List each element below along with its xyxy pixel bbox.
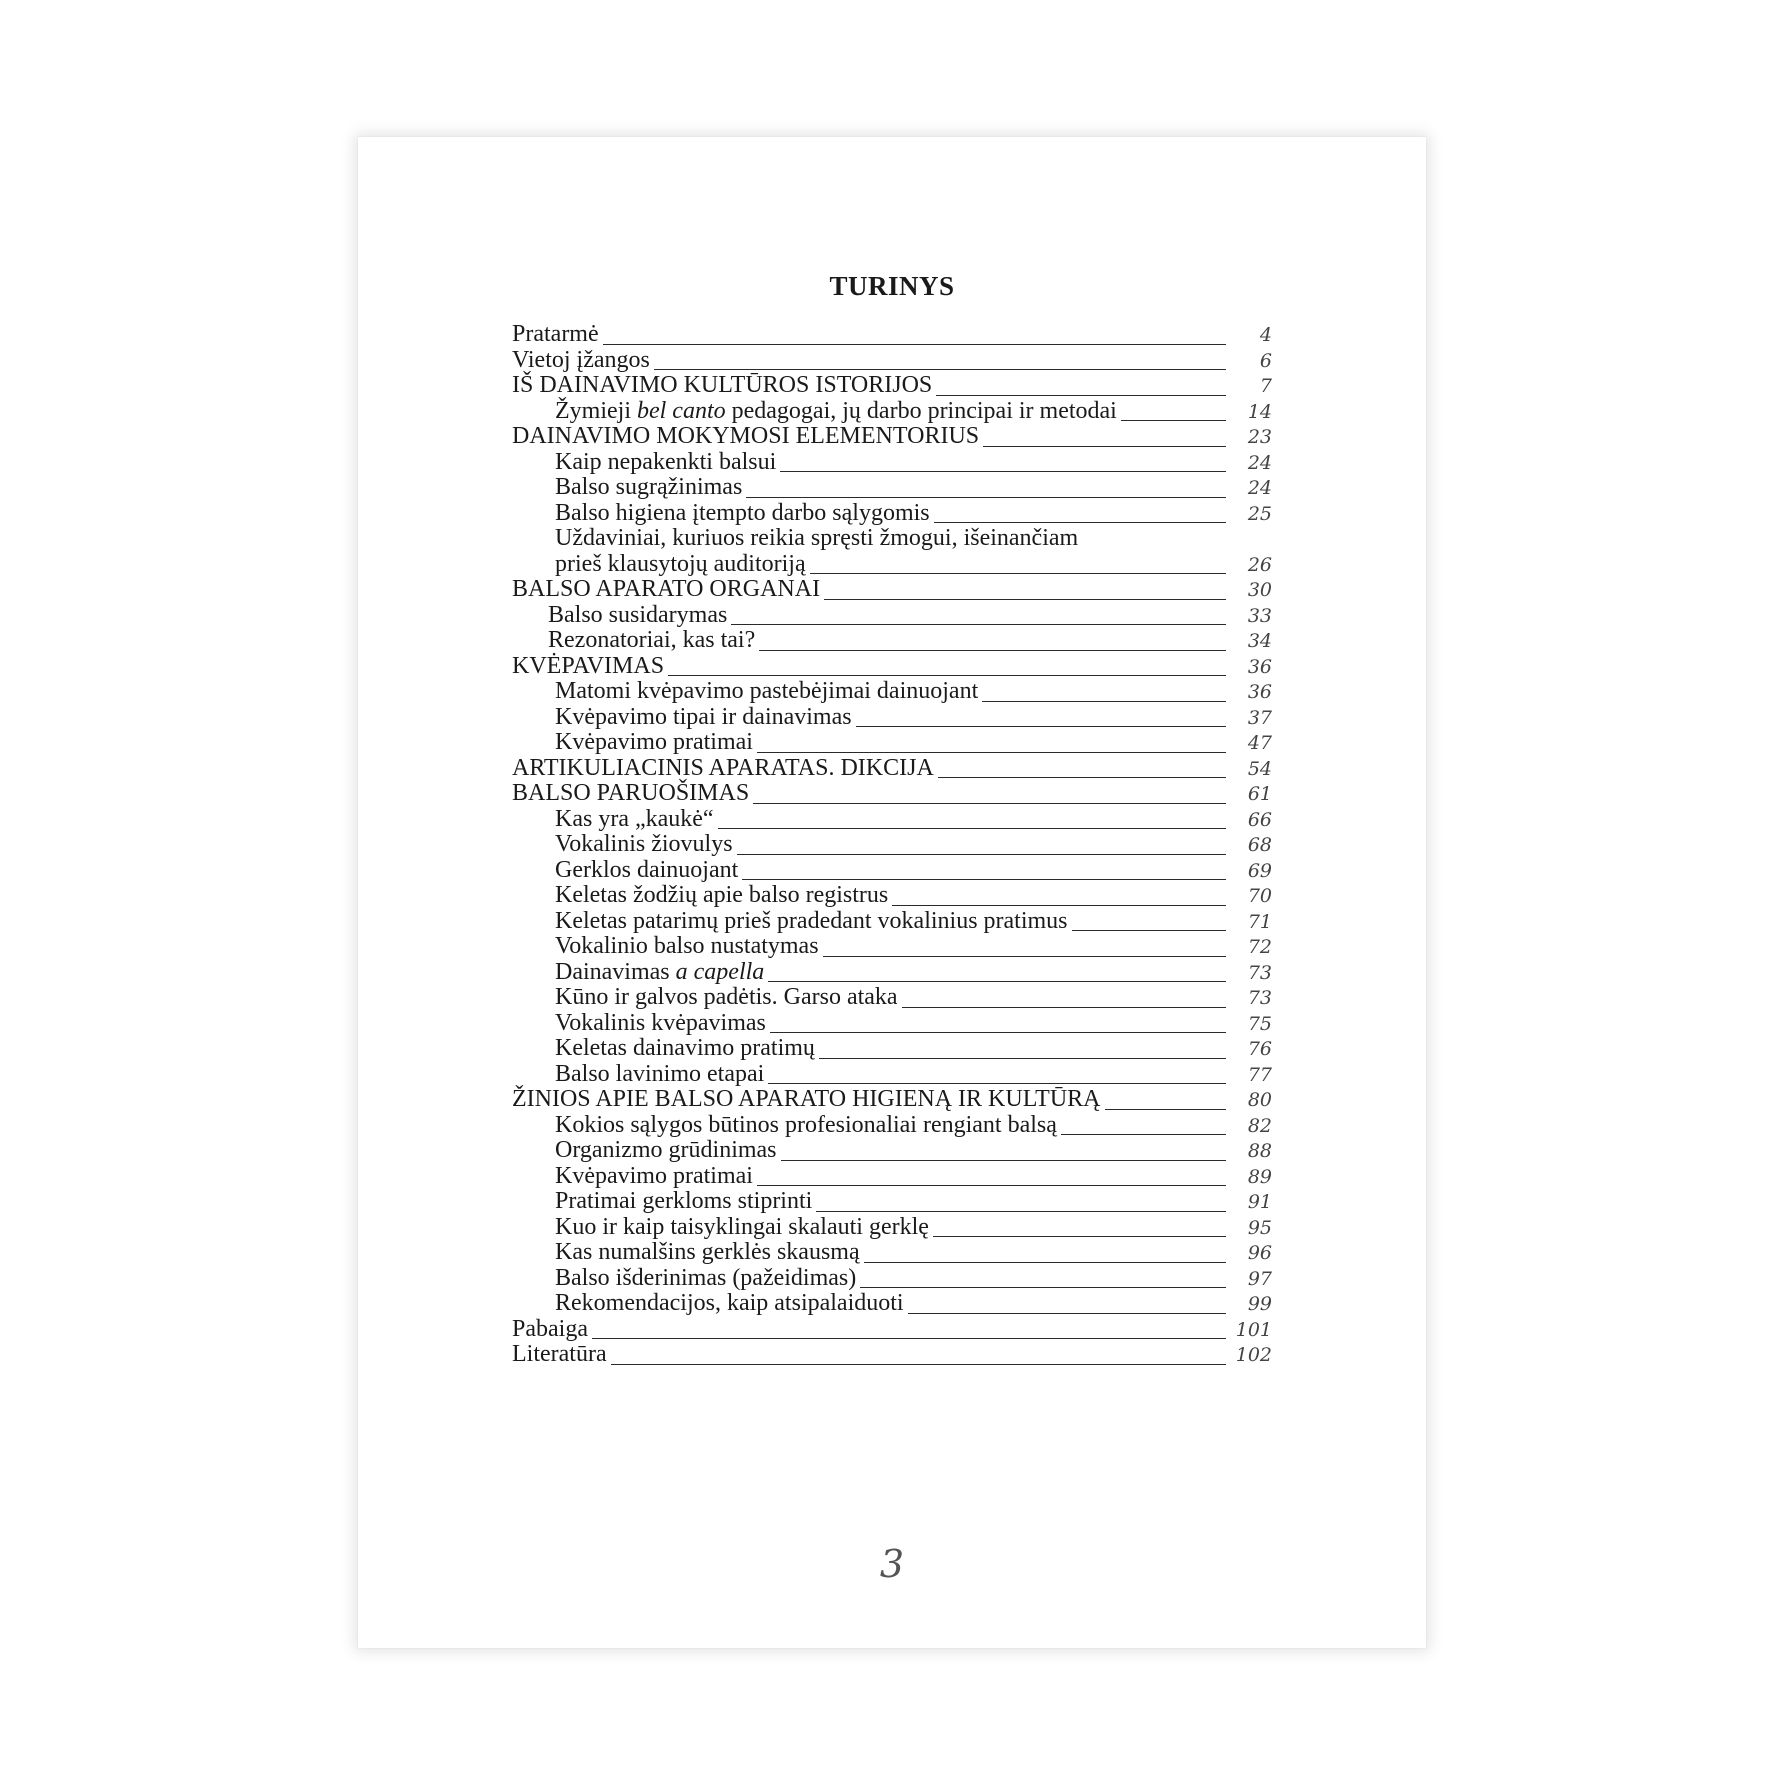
toc-entry-label: Rekomendacijos, kaip atsipalaiduoti — [555, 1290, 904, 1316]
toc-entry-page: 36 — [1247, 655, 1272, 678]
toc-entry-label: Pratarmė — [512, 321, 599, 347]
toc-entry-label: Keletas žodžių apie balso registrus — [555, 882, 889, 908]
toc-entry-page: 96 — [1247, 1242, 1272, 1264]
toc-entry-label: Kokios sąlygos būtinos profesionaliai rengiant balsą — [555, 1111, 1057, 1138]
toc-entry-page: 72 — [1247, 936, 1272, 958]
toc-entry-page: 80 — [1247, 1089, 1272, 1111]
toc-entry-page: 91 — [1247, 1191, 1272, 1213]
toc-entry-label: Uždaviniai, kuriuos reikia spręsti žmogui, išeinančiam — [555, 525, 1079, 551]
toc-entry-label: Keletas dainavimo pratimų — [555, 1035, 815, 1061]
toc-leader-line — [823, 956, 1226, 957]
toc-entry-label: ARTIKULIACINIS APARATAS. DIKCIJA — [512, 754, 934, 781]
toc-leader-line — [1105, 1109, 1227, 1110]
toc-entry — [512, 322, 1272, 348]
toc-entry-page: 66 — [1247, 808, 1272, 831]
toc-leader-line — [768, 981, 1226, 982]
toc-entry-label: Vietoj įžangos — [512, 346, 650, 373]
toc-entry-label: IŠ DAINAVIMO KULTŪROS ISTORIJOS — [512, 372, 933, 398]
toc-entry — [512, 526, 1272, 552]
toc-leader-line — [753, 803, 1226, 804]
toc-leader-line — [718, 828, 1226, 829]
toc-entry — [512, 348, 1272, 374]
toc-entry-label: Matomi kvėpavimo pastebėjimai dainuojant — [555, 678, 979, 704]
toc-title: TURINYS — [829, 271, 955, 301]
toc-entry-label: Vokalinis kvėpavimas — [555, 1009, 766, 1036]
toc-entry — [512, 960, 1272, 986]
toc-leader-line — [856, 726, 1226, 727]
toc-entry-label: BALSO APARATO ORGANAI — [512, 576, 821, 602]
toc-entry — [512, 756, 1272, 782]
toc-entry — [512, 603, 1272, 629]
toc-entry-page: 47 — [1247, 732, 1272, 754]
toc-entry — [512, 909, 1272, 935]
toc-entry-page: 75 — [1247, 1012, 1272, 1035]
toc-leader-line — [742, 879, 1226, 880]
toc-entry-page: 54 — [1247, 757, 1272, 780]
toc-entry-label: Keletas patarimų prieš pradedant vokalinius pratimus — [555, 907, 1068, 934]
toc-entry — [512, 628, 1272, 654]
toc-leader-line — [592, 1338, 1226, 1339]
toc-entry-page: 73 — [1247, 961, 1272, 984]
toc-entry-label: Vokalinio balso nustatymas — [555, 933, 819, 959]
toc-leader-line — [1061, 1134, 1226, 1135]
toc-entry — [512, 679, 1272, 705]
toc-entry-label: Dainavimas a capella — [555, 958, 765, 985]
toc-entry-label: prieš klausytojų auditoriją — [555, 550, 806, 577]
toc-leader-line — [780, 471, 1226, 472]
toc-entry-page: 4 — [1259, 324, 1272, 346]
toc-leader-line — [982, 701, 1226, 702]
toc-entry-label: Kaip nepakenkti balsui — [555, 448, 777, 475]
toc-entry-label: ŽINIOS APIE BALSO APARATO HIGIENĄ IR KULTŪRĄ — [512, 1086, 1101, 1112]
toc-entry-page: 82 — [1247, 1114, 1272, 1137]
toc-entry-label: BALSO PARUOŠIMAS — [512, 780, 750, 806]
toc-leader-line — [770, 1032, 1226, 1033]
toc-entry-label: Rezonatoriai, kas tai? — [548, 627, 756, 653]
toc-entry-page: 89 — [1247, 1165, 1272, 1188]
toc-leader-line — [1072, 930, 1226, 931]
toc-entry — [512, 1087, 1272, 1113]
page-number: 3 — [879, 1542, 905, 1586]
toc-entry-label: DAINAVIMO MOKYMOSI ELEMENTORIUS — [512, 423, 980, 449]
toc-leader-line — [983, 446, 1226, 447]
toc-entry-page: 97 — [1247, 1267, 1272, 1290]
toc-leader-line — [816, 1211, 1226, 1212]
toc-entry — [512, 807, 1272, 833]
toc-leader-line — [668, 675, 1226, 676]
toc-leader-line — [936, 395, 1226, 396]
toc-entry — [512, 1317, 1272, 1343]
toc-entry — [512, 424, 1272, 450]
toc-entry-page: 73 — [1247, 987, 1272, 1009]
toc-leader-line — [902, 1007, 1226, 1008]
toc-entry-page: 7 — [1259, 375, 1272, 397]
toc-leader-line — [757, 1185, 1226, 1186]
toc-entry-label: Kvėpavimo pratimai — [555, 1162, 753, 1189]
toc-entry — [512, 1062, 1272, 1088]
toc-entry-label: Kas numalšins gerklės skausmą — [555, 1239, 860, 1265]
toc-entry-page: 69 — [1247, 859, 1272, 882]
toc-entry-page: 14 — [1247, 400, 1272, 423]
toc-entry-page: 30 — [1247, 579, 1272, 601]
toc-leader-line — [860, 1287, 1226, 1288]
toc-entry-page: 99 — [1247, 1293, 1272, 1315]
toc-entry — [512, 705, 1272, 731]
toc-entry — [512, 832, 1272, 858]
toc-entry — [512, 1113, 1272, 1139]
toc-entry-label: Balso lavinimo etapai — [555, 1060, 765, 1087]
toc-entry — [512, 399, 1272, 425]
toc-entry-page: 6 — [1259, 349, 1272, 372]
document-page — [358, 137, 1426, 1648]
toc-entry — [512, 373, 1272, 399]
toc-leader-line — [757, 752, 1226, 753]
toc-leader-line — [768, 1083, 1226, 1084]
toc-entry-label: Pratimai gerkloms stiprinti — [555, 1188, 813, 1214]
toc-entry-page: 34 — [1247, 630, 1272, 652]
toc-entry — [512, 475, 1272, 501]
toc-entry — [512, 1266, 1272, 1292]
toc-leader-line — [603, 344, 1226, 345]
toc-leader-line — [759, 650, 1226, 651]
toc-entry-page: 77 — [1247, 1063, 1272, 1086]
toc-entry — [512, 883, 1272, 909]
toc-leader-line — [654, 369, 1226, 370]
toc-entry-label: Literatūra — [512, 1341, 607, 1367]
toc-leader-line — [810, 573, 1226, 574]
toc-entry-page: 37 — [1247, 706, 1272, 729]
toc-entry-label: Balso išderinimas (pažeidimas) — [555, 1264, 857, 1291]
toc-entry-page: 61 — [1247, 783, 1272, 805]
toc-leader-line — [892, 905, 1226, 906]
toc-leader-line — [781, 1160, 1226, 1161]
toc-entry — [512, 730, 1272, 756]
toc-entry — [512, 501, 1272, 527]
toc-entry-label: Balso sugrąžinimas — [555, 474, 743, 500]
toc-entry — [512, 1215, 1272, 1241]
toc-leader-line — [746, 497, 1226, 498]
toc-entry-label: Organizmo grūdinimas — [555, 1137, 777, 1163]
toc-entry — [512, 1036, 1272, 1062]
toc-entry-label: Kas yra „kaukė“ — [555, 805, 714, 832]
toc-entry-label: Kūno ir galvos padėtis. Garso ataka — [555, 984, 898, 1010]
toc-leader-line — [819, 1058, 1226, 1059]
toc-entry-page: 36 — [1247, 681, 1272, 703]
toc-entry — [512, 1291, 1272, 1317]
toc-entry-page: 70 — [1247, 885, 1272, 907]
toc-leader-line — [934, 522, 1226, 523]
toc-entry-page: 71 — [1247, 910, 1272, 933]
toc-entry-label: Gerklos dainuojant — [555, 856, 739, 883]
toc-entry-page: 24 — [1247, 477, 1272, 499]
toc-leader-line — [737, 854, 1226, 855]
toc-entry-label: Balso higiena įtempto darbo sąlygomis — [555, 499, 930, 526]
toc-leader-line — [933, 1236, 1226, 1237]
toc-entry-label: KVĖPAVIMAS — [512, 652, 665, 679]
toc-entry — [512, 1189, 1272, 1215]
toc-entry-page: 24 — [1247, 451, 1272, 474]
toc-entry — [512, 552, 1272, 578]
toc-entry-label: Kvėpavimo tipai ir dainavimas — [555, 703, 852, 730]
toc-entry — [512, 654, 1272, 680]
toc-entry-label: Balso susidarymas — [548, 601, 728, 628]
toc-entry — [512, 858, 1272, 884]
toc-leader-line — [938, 777, 1226, 778]
toc-leader-line — [864, 1262, 1226, 1263]
toc-leader-line — [1121, 420, 1226, 421]
toc-leader-line — [908, 1313, 1226, 1314]
toc-entry — [512, 934, 1272, 960]
toc-entry-label: Kvėpavimo pratimai — [555, 729, 753, 755]
toc-entry-page: 88 — [1247, 1140, 1272, 1162]
toc-entry-page: 26 — [1247, 553, 1272, 576]
toc-entry-label: Pabaiga — [512, 1315, 588, 1342]
toc-entry-label: Kuo ir kaip taisyklingai skalauti gerklę — [555, 1213, 929, 1240]
toc-entry — [512, 781, 1272, 807]
table-of-contents — [512, 322, 1272, 1368]
toc-entry — [512, 450, 1272, 476]
toc-entry — [512, 1342, 1272, 1368]
toc-leader-line — [731, 624, 1226, 625]
toc-leader-line — [824, 599, 1226, 600]
toc-entry-page: 102 — [1235, 1344, 1272, 1366]
toc-entry — [512, 1164, 1272, 1190]
toc-entry-page: 95 — [1247, 1216, 1272, 1239]
toc-entry-page: 101 — [1235, 1318, 1272, 1341]
toc-entry-page: 25 — [1247, 502, 1272, 525]
toc-entry-page: 33 — [1247, 604, 1272, 627]
toc-entry-label: Vokalinis žiovulys — [555, 831, 733, 857]
toc-entry — [512, 1138, 1272, 1164]
toc-entry-page: 76 — [1247, 1038, 1272, 1060]
toc-leader-line — [611, 1364, 1226, 1365]
toc-entry — [512, 1240, 1272, 1266]
toc-entry-page: 23 — [1247, 426, 1272, 448]
toc-entry — [512, 577, 1272, 603]
toc-entry — [512, 985, 1272, 1011]
toc-entry — [512, 1011, 1272, 1037]
toc-entry-page: 68 — [1247, 834, 1272, 856]
toc-entry-label: Žymieji bel canto pedagogai, jų darbo principai ir metodai — [555, 397, 1117, 424]
